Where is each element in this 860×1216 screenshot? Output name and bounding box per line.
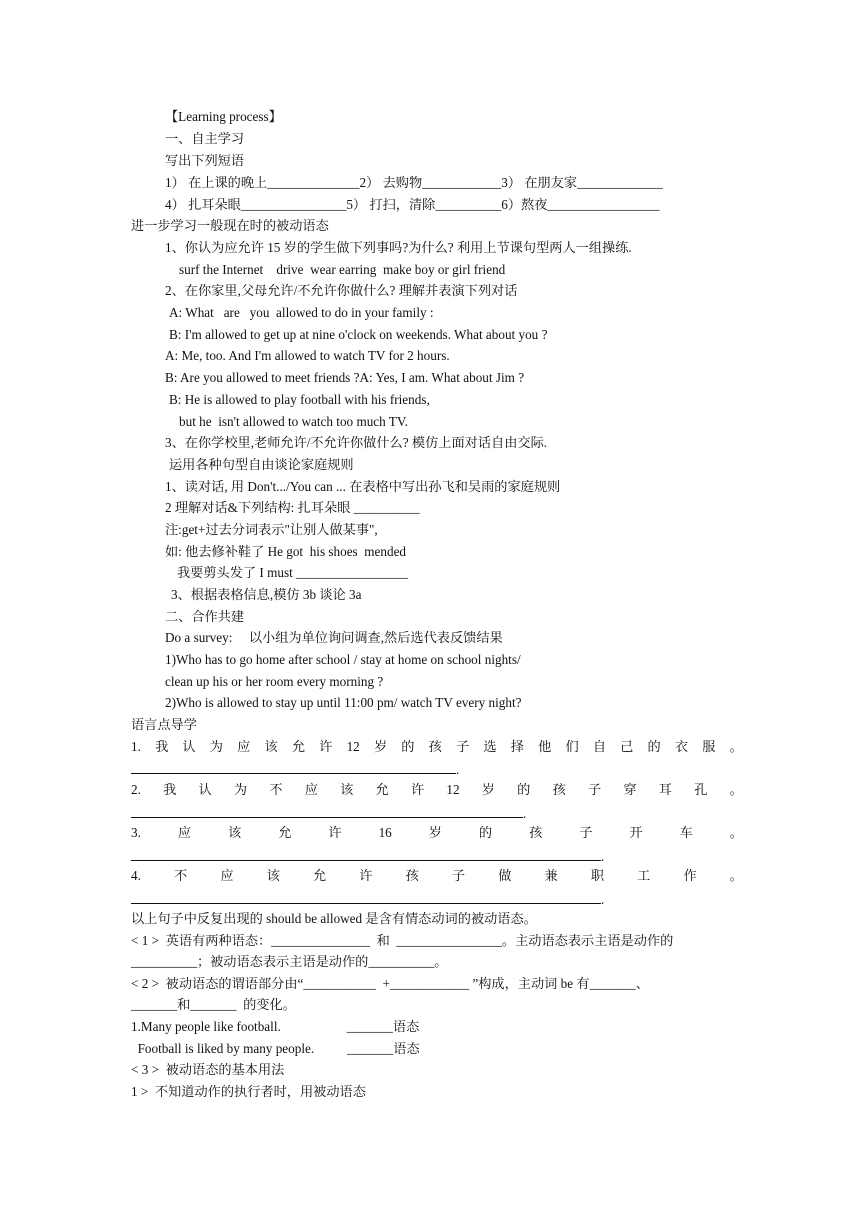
- dialogue-line: B: Are you allowed to meet friends ?A: Yes, I am. What about Jim ?: [165, 370, 525, 385]
- grammar-heading: < 3 > 被动语态的基本用法: [131, 1062, 285, 1077]
- grammar-note: < 1 > 英语有两种语态：_______________ 和 ________________。主动语态表示主语是动作的: [131, 933, 674, 948]
- dialogue-line: but he isn't allowed to watch too much TV.: [179, 414, 408, 429]
- dialogue-line: B: He is allowed to play football with his friends,: [169, 392, 430, 407]
- example: 我要剪头发了 I must _________________: [177, 565, 409, 580]
- answer-blank[interactable]: .: [131, 846, 604, 866]
- survey-title: Do a survey: 以小组为单位询问调查,然后选代表反馈结果: [165, 630, 503, 645]
- grammar-note: 以上句子中反复出现的 should be allowed 是含有情态动词的被动语态。: [131, 911, 537, 926]
- survey-question: 2)Who is allowed to stay up until 11:00 pm/ watch TV every night?: [165, 695, 522, 710]
- survey-question: clean up his or her room every morning ?: [165, 674, 384, 689]
- grammar-note: < 2 > 被动语态的谓语部分由“___________ +____________ ”构成，主动词 be 有_______、: [131, 976, 649, 991]
- instruction: 写出下列短语: [165, 153, 245, 168]
- grammar-note: 1 > 不知道动作的执行者时，用被动语态: [131, 1084, 366, 1099]
- example-sentence: Football is liked by many people. _______语态: [131, 1041, 420, 1056]
- example: 如: 他去修补鞋了 He got his shoes mended: [165, 544, 407, 559]
- phrase-list: surf the Internet drive wear earring make boy or girl friend: [179, 262, 506, 277]
- instruction: 运用各种句型自由谈论家庭规则: [169, 457, 354, 472]
- instruction: 3、在你学校里,老师允许/不允许你做什么? 模仿上面对话自由交际.: [165, 435, 548, 450]
- subsection-heading: 一、自主学习: [165, 131, 245, 146]
- dialogue-line: A: What are you allowed to do in your family :: [169, 305, 434, 320]
- subsection-heading: 进一步学习一般现在时的被动语态: [131, 218, 329, 233]
- answer-blank[interactable]: .: [131, 803, 526, 823]
- translation-sentence: 4. 不 应 该 允 许 孩 子 做 兼 职 工 作 。: [131, 868, 743, 883]
- instruction: 2、在你家里,父母允许/不允许你做什么? 理解并表演下列对话: [165, 283, 518, 298]
- translation-sentence: 3. 应 该 允 许 16 岁 的 孩 子 开 车 。: [131, 825, 743, 840]
- translation-sentence: 2. 我 认 为 不 应 该 允 许 12 岁 的 孩 子 穿 耳 孔 。: [131, 782, 743, 797]
- survey-question: 1)Who has to go home after school / stay at home on school nights/: [165, 652, 521, 667]
- instruction: 1、读对话, 用 Don't.../You can ... 在表格中写出孙飞和吴雨的家庭规则: [165, 479, 561, 494]
- subsection-heading: 语言点导学: [131, 717, 197, 732]
- grammar-note: _______和_______ 的变化。: [131, 997, 296, 1012]
- section-heading: 【Learning process】: [165, 109, 282, 124]
- note: 注:get+过去分词表示"让别人做某事",: [165, 522, 378, 537]
- example-sentence: 1.Many people like football. _______语态: [131, 1019, 420, 1034]
- dialogue-line: B: I'm allowed to get up at nine o'clock on weekends. What about you ?: [169, 327, 548, 342]
- instruction: 1、你认为应允许 15 岁的学生做下列事吗?为什么? 利用上节课句型两人一组操练.: [165, 240, 632, 255]
- translation-sentence: 1. 我 认 为 应 该 允 许 12 岁 的 孩 子 选 择 他 们 自 己 的 衣 服 。: [131, 739, 743, 754]
- instruction: 3、根据表格信息,模仿 3b 谈论 3a: [171, 587, 362, 602]
- fill-in-line: 1） 在上课的晚上______________2） 去购物____________3） 在朋友家_____________: [165, 175, 663, 190]
- fill-in-line: 4） 扎耳朵眼________________5） 打扫，清除__________6）熬夜_________________: [165, 197, 660, 212]
- subsection-heading: 二、合作共建: [165, 609, 245, 624]
- instruction: 2 理解对话&下列结构: 扎耳朵眼 __________: [165, 500, 420, 515]
- dialogue-line: A: Me, too. And I'm allowed to watch TV for 2 hours.: [165, 348, 450, 363]
- grammar-note: __________；被动语态表示主语是动作的__________。: [131, 954, 448, 969]
- answer-blank[interactable]: .: [131, 759, 459, 779]
- answer-blank[interactable]: .: [131, 889, 604, 909]
